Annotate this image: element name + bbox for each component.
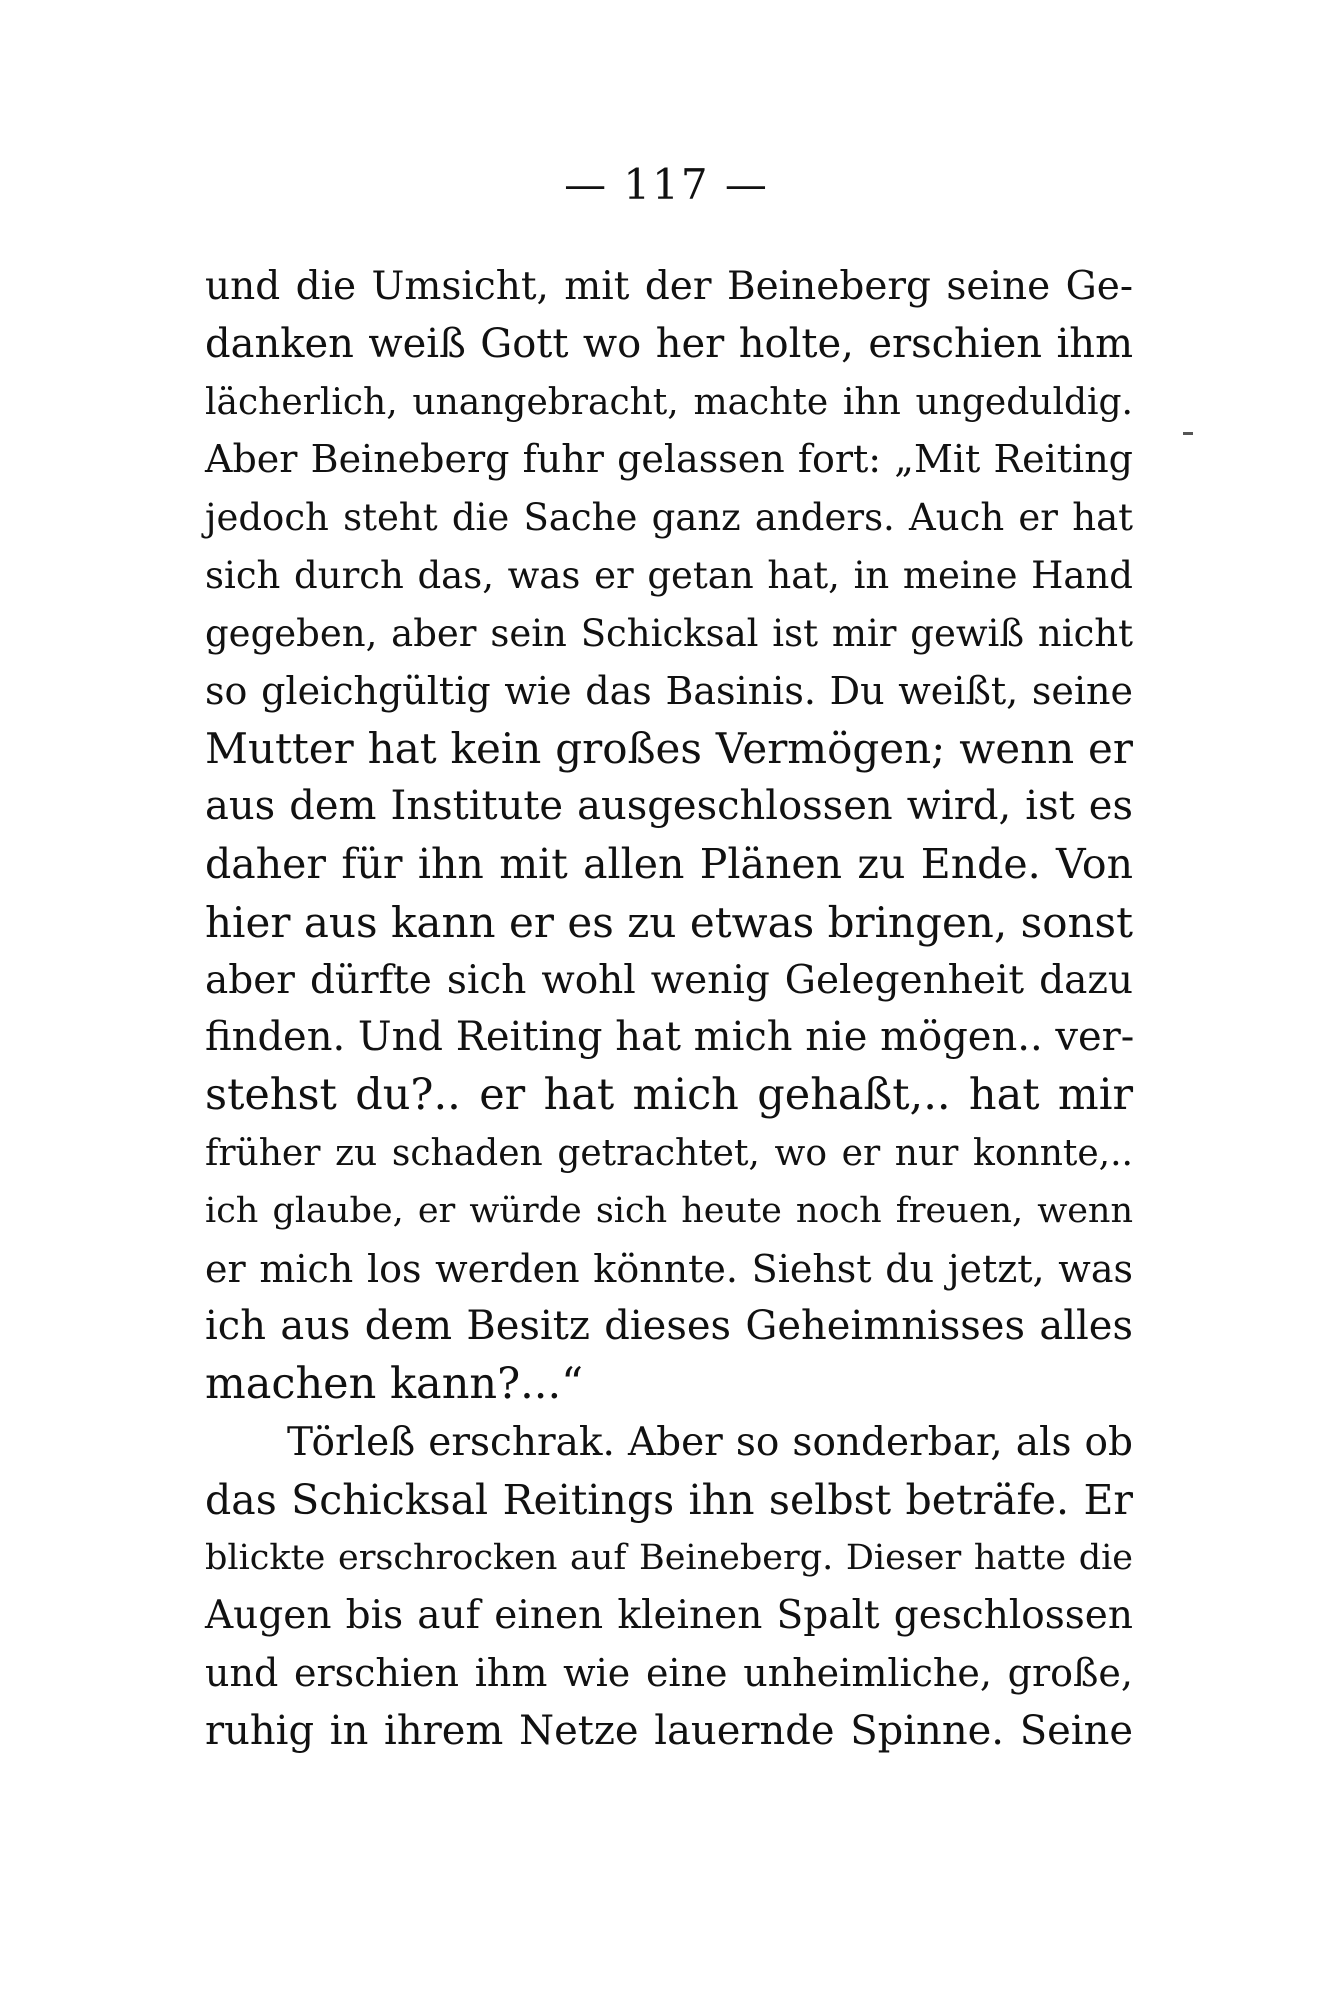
text-line: finden. Und Reiting hat mich nie mögen.. ver-: [205, 1014, 1135, 1061]
text-line: ruhig in ihrem Netze lauernde Spinne. Seine: [205, 1707, 1133, 1754]
text-line: früher zu schaden getrachtet, wo er nur konnte,..: [205, 1132, 1133, 1174]
text-line: aber dürfte sich wohl wenig Gelegenheit dazu: [205, 957, 1133, 1003]
text-line: Augen bis auf einen kleinen Spalt geschlossen: [205, 1593, 1133, 1639]
text-line: so gleichgültig wie das Basinis. Du weißt, seine: [205, 668, 1133, 713]
text-line: Aber Beineberg fuhr gelassen fort: „Mit Reiting: [205, 437, 1133, 482]
text-line: aus dem Institute ausgeschlossen wird, ist es: [205, 783, 1133, 830]
body-text: [205, 258, 1133, 1761]
text-line: ich glaube, er würde sich heute noch freuen, wenn: [205, 1190, 1133, 1231]
text-line: sich durch das, was er getan hat, in meine Hand: [205, 553, 1133, 597]
text-line: gegeben, aber sein Schicksal ist mir gewiß nicht: [205, 611, 1133, 655]
text-line: Mutter hat kein großes Vermögen; wenn er: [205, 724, 1133, 774]
page-number: — 117 —: [564, 160, 769, 209]
margin-mark: [1183, 432, 1193, 435]
text-line: jedoch steht die Sache ganz anders. Auch er hat: [205, 496, 1133, 540]
paragraph-start-line: Törleß erschrak. Aber so sonderbar, als ob: [287, 1419, 1133, 1465]
text-line: hier aus kann er es zu etwas bringen, sonst: [205, 897, 1133, 947]
text-line: stehst du?.. er hat mich gehaßt,.. hat mir: [205, 1070, 1133, 1121]
text-line: und erschien ihm wie eine unheimliche, große,: [205, 1651, 1133, 1696]
text-line: danken weiß Gott wo her holte, erschien ihm: [205, 320, 1133, 367]
text-line: daher für ihn mit allen Plänen zu Ende. Von: [205, 839, 1133, 888]
paragraph-end-line: machen kann?...“: [205, 1359, 584, 1410]
text-line: ich aus dem Besitz dieses Geheimnisses alles: [205, 1303, 1133, 1350]
text-line: und die Umsicht, mit der Beineberg seine Ge-: [205, 264, 1133, 309]
text-line: blickte erschrocken auf Beineberg. Dieser hatte die: [205, 1537, 1133, 1578]
text-line: er mich los werden könnte. Siehst du jetzt, was: [205, 1246, 1133, 1291]
text-line: lächerlich, unangebracht, machte ihn ungeduldig.: [205, 381, 1133, 423]
text-line: das Schicksal Reitings ihn selbst beträfe. Er: [205, 1475, 1133, 1524]
